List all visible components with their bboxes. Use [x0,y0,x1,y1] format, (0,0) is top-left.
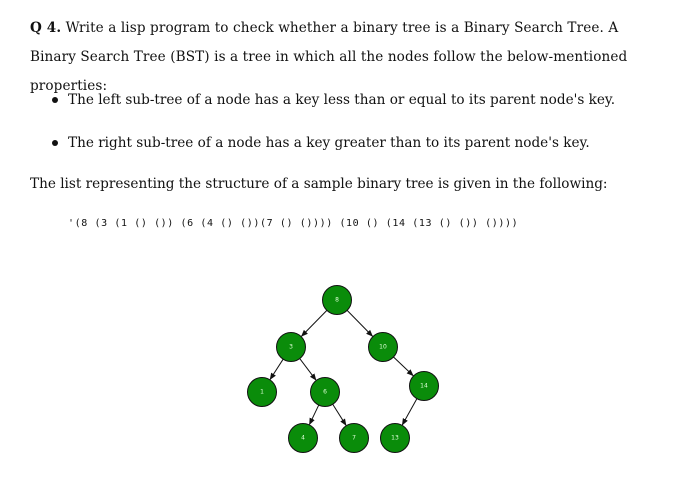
tree-node-label: 8 [335,296,339,304]
tree-node-4 [289,424,318,453]
tree-edge-n8-n3 [301,310,326,336]
tree-node-13 [381,424,410,453]
tree-node-label: 4 [301,434,305,442]
tree-node-7 [340,424,369,453]
question-text: Write a lisp program to check whether a binary tree is a Binary Search Tree. A Binary Search Tree (BST) is a tree in which all the nodes follow the below-mentioned properties: [30,20,628,94]
tree-node-3 [277,333,306,362]
tree-node-label: 3 [289,343,293,351]
tree-edge-n3-n1 [270,359,283,379]
tree-node-label: 6 [323,388,327,396]
tree-edge-n6-n7 [333,404,346,425]
tree-node-14 [410,372,439,401]
intro-text: The list representing the structure of a sample binary tree is given in the following: [30,176,608,192]
lisp-tree-code: '(8 (3 (1 () ()) (6 (4 () ())(7 () ()))) (10 () (14 (13 () ()) ()))) [68,218,519,229]
property-right-subtree: The right sub-tree of a node has a key greater than to its parent node's key. [68,135,590,151]
property-left-subtree: The left sub-tree of a node has a key less than or equal to its parent node's key. [68,92,616,108]
tree-edge-n10-n14 [394,357,414,376]
tree-edge-n3-n6 [300,359,316,380]
question-number: Q 4. [30,20,62,36]
tree-node-label: 14 [420,382,428,390]
tree-node-1 [248,378,277,407]
tree-edge-n6-n4 [309,405,318,424]
tree-node-label: 13 [391,434,399,442]
tree-node-label: 10 [379,343,387,351]
tree-edge-n8-n10 [347,310,372,336]
tree-node-6 [311,378,340,407]
tree-node-10 [369,333,398,362]
tree-edge-n14-n13 [402,399,417,425]
tree-node-8 [323,286,352,315]
tree-node-label: 7 [352,434,356,442]
tree-node-label: 1 [260,388,264,396]
